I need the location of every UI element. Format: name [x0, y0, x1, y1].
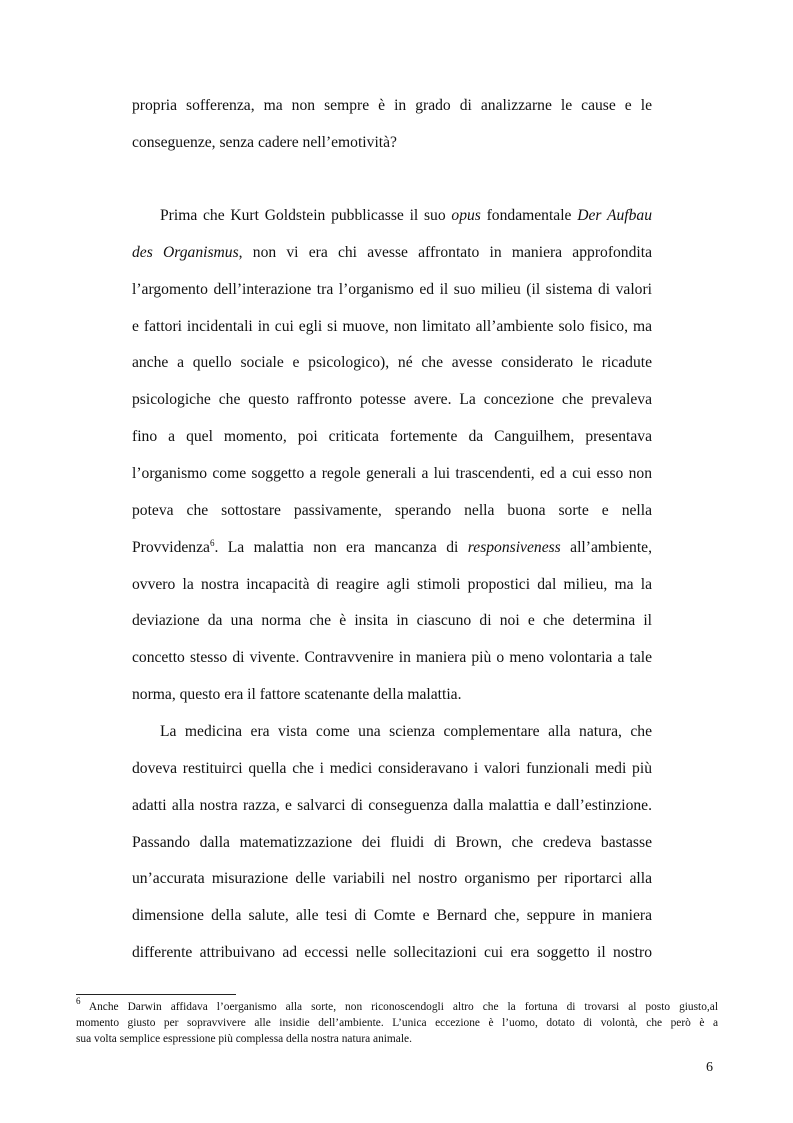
body-line: doveva restituirci quella che i medici consideravano i valori funzionali medi più: [132, 760, 652, 777]
footnote-line: sua volta semplice espressione più complessa della nostra natura animale.: [76, 1033, 412, 1045]
body-line: des Organismus, non vi era chi avesse affrontato in maniera approfondita: [132, 244, 652, 261]
body-line: poteva che sottostare passivamente, sperando nella buona sorte e nella: [132, 502, 652, 519]
body-line: un’accurata misurazione delle variabili nel nostro organismo per riportarci alla: [132, 870, 652, 887]
body-line: psicologiche che questo raffronto potesse avere. La concezione che prevaleva: [132, 391, 652, 408]
page-number: 6: [706, 1060, 713, 1075]
footnote-separator: [76, 994, 236, 995]
body-line: norma, questo era il fattore scatenante della malattia.: [132, 686, 462, 703]
footnote-marker: 6: [76, 996, 81, 1006]
body-line: propria sofferenza, ma non sempre è in grado di analizzarne le cause e le: [132, 97, 652, 114]
body-line: anche a quello sociale e psicologico), né che avesse considerato le ricadute: [132, 354, 652, 371]
body-line: e fattori incidentali in cui egli si muove, non limitato all’ambiente solo fisico, ma: [132, 318, 652, 335]
body-line: La medicina era vista come una scienza complementare alla natura, che: [160, 723, 652, 740]
body-line: dimensione della salute, alle tesi di Comte e Bernard che, seppure in maniera: [132, 907, 652, 924]
body-line: Provvidenza$^6$. La malattia non era mancanza di responsiveness all’ambiente,: [132, 538, 653, 556]
body-line: l’organismo come soggetto a regole generali a lui trascendenti, ed a cui esso non: [132, 465, 652, 482]
body-line: adatti alla nostra razza, e salvarci di conseguenza dalla malattia e dall’estinzione.: [132, 797, 652, 814]
body-line: ovvero la nostra incapacità di reagire agli stimoli propostici dal milieu, ma la: [132, 576, 652, 593]
body-line: concetto stesso di vivente. Contravvenire in maniera più o meno volontaria a tale: [132, 649, 652, 666]
footnote-reference[interactable]: 6: [209, 538, 215, 548]
footnote-line: $^6$ Anche Darwin affidava l’oerganismo alla sorte, non riconoscendogli altro che la fortuna di trovarsi al posto giusto,al: [76, 996, 718, 1013]
body-line: conseguenze, senza cadere nell’emotività?: [132, 134, 397, 151]
body-line: l’argomento dell’interazione tra l’organismo ed il suo milieu (il sistema di valori: [132, 281, 652, 298]
body-line: Passando dalla matematizzazione dei fluidi di Brown, che credeva bastasse: [132, 834, 652, 851]
body-line: fino a quel momento, poi criticata fortemente da Canguilhem, presentava: [132, 428, 652, 445]
body-line: deviazione da una norma che è insita in ciascuno di noi e che determina il: [132, 612, 652, 629]
footnote-line: momento giusto per sopravvivere alle insidie dell’ambiente. L’unica eccezione è l’uomo, dotato di volontà, che però è a: [76, 1017, 718, 1029]
body-line: differente attribuivano ad eccessi nelle sollecitazioni cui era soggetto il nostro: [132, 944, 652, 961]
body-line: Prima che Kurt Goldstein pubblicasse il suo opus fondamentale Der Aufbau: [160, 207, 652, 224]
